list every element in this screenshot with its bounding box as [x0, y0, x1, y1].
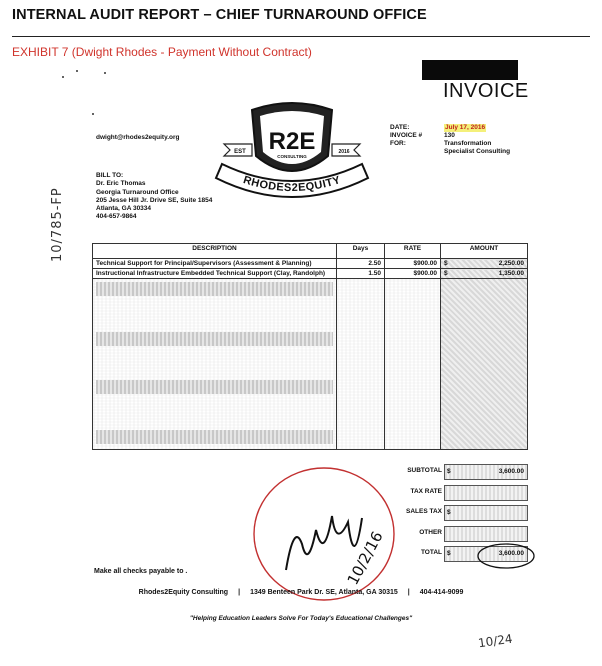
- signature-scribble: [286, 516, 362, 570]
- invoice-number-label: INVOICE #: [390, 132, 423, 139]
- scan-speck: [104, 72, 106, 74]
- logo-est: EST: [234, 149, 246, 155]
- subtotal-label: SUBTOTAL: [407, 467, 442, 474]
- blank-amount-cell: [441, 279, 528, 450]
- scan-speck: [92, 113, 94, 115]
- row1-amount: [441, 259, 528, 269]
- table-row: [93, 269, 528, 279]
- report-title: INTERNAL AUDIT REPORT – CHIEF TURNAROUND OFFICE: [12, 7, 427, 23]
- total-value: 3,600.00: [498, 550, 524, 557]
- invoice-heading: INVOICE: [443, 80, 529, 102]
- table-header-row: [93, 244, 528, 259]
- blank-days-cell: [337, 279, 385, 450]
- handwritten-corner-note: 10/24: [477, 631, 514, 651]
- other-label: OTHER: [419, 529, 442, 536]
- bill-to-name: Dr. Eric Thomas: [96, 180, 146, 188]
- row2-description: Instructional Infrastructure Embedded Technical Support (Clay, Randolph): [93, 269, 337, 279]
- date-label: DATE:: [390, 124, 410, 131]
- scan-speck: [62, 76, 64, 78]
- total-circle-mark: [478, 544, 534, 568]
- r2e-logo: [212, 94, 372, 212]
- footer-phone: 404-414-9099: [419, 589, 464, 596]
- payable-note: Make all checks payable to .: [94, 568, 188, 575]
- logo-sub: CONSULTING: [277, 154, 307, 159]
- for-value-line1: Transformation: [444, 140, 492, 147]
- logo-banner-text: RHODES2EQUITY: [241, 174, 343, 195]
- subtotal-value: 3,600.00: [498, 468, 524, 475]
- row2-rate: $900.00: [385, 269, 441, 279]
- row2-amount-value: 1,350.00: [498, 270, 524, 277]
- salestax-currency: $: [447, 509, 451, 516]
- invoice-number-value: 130: [444, 132, 455, 139]
- handwritten-file-number: 10/785-FP: [50, 187, 65, 262]
- signature-annotation: [250, 452, 540, 630]
- date-value: July 17, 2016: [445, 124, 486, 131]
- table-row: [93, 259, 528, 269]
- salestax-label: SALES TAX: [406, 508, 442, 515]
- total-label: TOTAL: [420, 549, 442, 556]
- logo-initials: R2E: [268, 128, 316, 155]
- blank-rate-cell: [385, 279, 441, 450]
- taxrate-label: TAX RATE: [410, 488, 442, 495]
- handwritten-date: 10/2/16: [343, 528, 387, 588]
- blank-desc-cell: [93, 279, 337, 450]
- line-items-table: [92, 243, 528, 450]
- for-label: FOR:: [390, 140, 406, 147]
- col-description: DESCRIPTION: [93, 244, 337, 259]
- row1-amount-value: 2,250.00: [498, 260, 524, 267]
- row2-days: 1.50: [337, 269, 385, 279]
- col-days: Days: [337, 244, 385, 259]
- bill-to-label: BILL TO:: [96, 172, 124, 179]
- row2-currency: $: [444, 270, 448, 277]
- logo-year: 2016: [338, 149, 350, 155]
- bill-to-street: 205 Jesse Hill Jr. Drive SE, Suite 1854: [96, 196, 213, 204]
- footer-company: Rhodes2Equity Consulting: [138, 589, 229, 596]
- bill-to-org: Georgia Turnaround Office: [96, 188, 179, 196]
- row1-days: 2.50: [337, 259, 385, 269]
- invoice-meta: [390, 124, 510, 156]
- subtotal-currency: $: [447, 468, 451, 475]
- col-rate: RATE: [385, 244, 441, 259]
- row1-rate: $900.00: [385, 259, 441, 269]
- footer-address: 1349 Benteen Park Dr. SE, Atlanta, GA 30315: [250, 589, 398, 596]
- scan-speck: [76, 70, 78, 72]
- tagline: "Helping Education Leaders Solve For Today's Educational Challenges": [189, 615, 413, 622]
- contact-email: dwight@rhodes2equity.org: [96, 134, 180, 141]
- table-blank-area: [93, 279, 528, 450]
- row2-amount: [441, 269, 528, 279]
- for-value-line2: Specialist Consulting: [444, 148, 511, 155]
- col-amount: AMOUNT: [441, 244, 528, 259]
- redaction-block: [422, 60, 518, 80]
- row1-currency: $: [444, 260, 448, 267]
- row1-description: Technical Support for Principal/Supervisors (Assessment & Planning): [93, 259, 337, 269]
- bill-to-phone: 404-657-9864: [96, 213, 137, 221]
- title-divider: [12, 36, 590, 37]
- total-currency: $: [447, 550, 451, 557]
- bill-to-city: Atlanta, GA 30334: [96, 205, 152, 213]
- bill-to-block: [96, 172, 212, 222]
- footer-contact: Rhodes2Equity Consulting | 1349 Benteen Park Dr. SE, Atlanta, GA 30315 | 404-414-9099: [138, 589, 464, 596]
- exhibit-label: EXHIBIT 7 (Dwight Rhodes - Payment Without Contract): [12, 45, 312, 59]
